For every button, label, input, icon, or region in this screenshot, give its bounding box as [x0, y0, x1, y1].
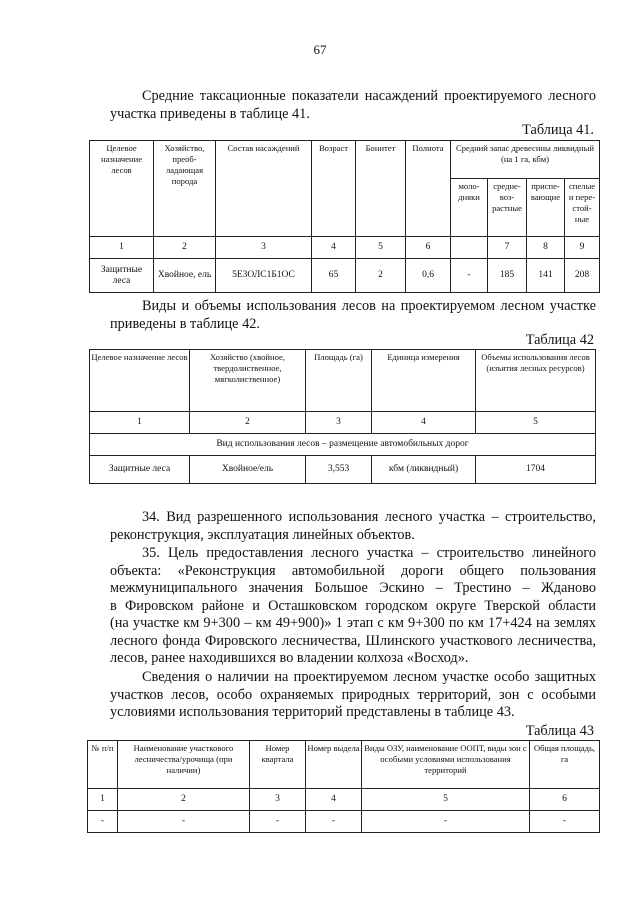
column-number: 5: [356, 237, 406, 259]
header-middle: средне-воз-растные: [488, 179, 527, 237]
header-name: Наименование участкового лесничества/урочища (при наличии): [118, 741, 250, 789]
text-line: межмуниципального значения Большое Эскино – Трестино – Жданово: [110, 580, 596, 596]
column-number: 1: [88, 789, 118, 811]
column-number: [451, 237, 488, 259]
cell-purpose: Защитные леса: [90, 456, 190, 484]
header-volume: Объемы использования лесов (изъятия лесных ресурсов): [476, 350, 596, 412]
column-number: 4: [306, 789, 362, 811]
column-number: 5: [362, 789, 530, 811]
text-line: реконструкция, эксплуатация линейных объектов.: [110, 526, 415, 543]
header-composition: Состав насаждений: [216, 141, 312, 237]
cell-ripening: 141: [527, 259, 565, 293]
column-number: 3: [216, 237, 312, 259]
table-row: [90, 456, 596, 484]
table-42-caption: Таблица 42: [525, 332, 594, 348]
header-types: Виды ОЗУ, наименование ООПТ, виды зон с особыми условиями использования территорий: [362, 741, 530, 789]
intro-table-42: [110, 298, 596, 333]
header-num: № п/п: [88, 741, 118, 789]
column-number: 7: [488, 237, 527, 259]
column-number: 3: [250, 789, 306, 811]
column-number: 9: [565, 237, 600, 259]
paragraph-table-43-intro: [110, 669, 596, 722]
cell-middle: 185: [488, 259, 527, 293]
text-line: (на участке км 9+300 – км 49+900)» 1 этап с км 9+300 по км 17+424 на землях: [110, 615, 596, 631]
header-purpose: Целевое назначение лесов: [90, 141, 154, 237]
text-line: лесного фонда Фировского лесничества, Шлинского участкового лесничества,: [110, 632, 596, 649]
text-line: 34. Вид разрешенного использования лесного участка – строительство,: [142, 509, 596, 525]
intro-table-41: [110, 88, 596, 123]
column-number: 3: [306, 412, 372, 434]
header-ripening: приспе-вающие: [527, 179, 565, 237]
cell-mature: 208: [565, 259, 600, 293]
cell-farm: Хвойное/ель: [190, 456, 306, 484]
column-numbers-row: [88, 789, 600, 811]
column-numbers-row: [90, 412, 596, 434]
header-bonitet: Бонитет: [356, 141, 406, 237]
column-number: 6: [406, 237, 451, 259]
text-line: условиями использования территорий представлены в таблице 43.: [110, 704, 515, 720]
cell-young: -: [451, 259, 488, 293]
header-young: моло-дняки: [451, 179, 488, 237]
header-plot: Номер выдела: [306, 741, 362, 789]
table-row: [90, 259, 600, 293]
cell: -: [362, 811, 530, 833]
page-number: 67: [313, 42, 327, 57]
cell-bonitet: 2: [356, 259, 406, 293]
usage-type-row: Вид использования лесов – размещение автомобильных дорог: [90, 434, 596, 456]
cell-area: 3,553: [306, 456, 372, 484]
table-43: [87, 740, 600, 833]
header-area: Площадь (га): [306, 350, 372, 412]
column-number: 4: [312, 237, 356, 259]
column-number: 1: [90, 237, 154, 259]
paragraph-34: [110, 509, 596, 544]
table-41: [89, 140, 600, 293]
cell-age: 65: [312, 259, 356, 293]
column-number: 1: [90, 412, 190, 434]
header-farm: Хозяйство (хвойное, твердолиственное, мягколиственное): [190, 350, 306, 412]
text-line: Виды и объемы использования лесов на проектируемом лесном участке: [142, 298, 596, 314]
text-line: Сведения о наличии на проектируемом лесном участке особо защитных: [142, 669, 596, 685]
text-line: объекта: «Реконструкция автомобильной дороги общего пользования: [110, 562, 596, 579]
column-number: 2: [190, 412, 306, 434]
text-line: Средние таксационные показатели насаждений проектируемого лесного: [142, 88, 596, 104]
column-number: 2: [154, 237, 216, 259]
header-quarter: Номер квартала: [250, 741, 306, 789]
text-line: в Фировском районе и Осташковском городском округе Тверской области: [110, 597, 596, 614]
cell-unit: кбм (ликвидный): [372, 456, 476, 484]
header-purpose: Целевое назначение лесов: [90, 350, 190, 412]
cell-volume: 1704: [476, 456, 596, 484]
table-41-caption: Таблица 41.: [522, 122, 594, 138]
header-age: Возраст: [312, 141, 356, 237]
cell: -: [118, 811, 250, 833]
paragraph-35: [110, 545, 596, 668]
header-mature: спелые и пере-стой-ные: [565, 179, 600, 237]
header-area: Общая площадь, га: [530, 741, 600, 789]
column-numbers-row: [90, 237, 600, 259]
table-43-caption: Таблица 43: [525, 723, 594, 739]
table-42: [89, 349, 596, 484]
cell: -: [250, 811, 306, 833]
column-number: 5: [476, 412, 596, 434]
text-line: приведены в таблице 42.: [110, 315, 260, 332]
column-number: 2: [118, 789, 250, 811]
cell: -: [88, 811, 118, 833]
cell: -: [530, 811, 600, 833]
header-stock: Средний запас древесины ликвидный (на 1 га, кбм): [451, 141, 600, 179]
header-species: Хозяйство, преоб-ладающая порода: [154, 141, 216, 237]
column-number: 8: [527, 237, 565, 259]
cell-density: 0,6: [406, 259, 451, 293]
cell-species: Хвойное, ель: [154, 259, 216, 293]
header-unit: Единица измерения: [372, 350, 476, 412]
text-line: участков лесов, особо охраняемых природных территорий, зон с особыми: [110, 686, 596, 703]
column-number: 6: [530, 789, 600, 811]
cell-composition: 5Е3ОЛС1Б1ОС: [216, 259, 312, 293]
cell: -: [306, 811, 362, 833]
cell-purpose: Защитные леса: [90, 259, 154, 293]
text-line: участка приведены в таблице 41.: [110, 105, 310, 122]
table-row: [88, 811, 600, 833]
column-number: 4: [372, 412, 476, 434]
text-line: 35. Цель предоставления лесного участка – строительство линейного: [142, 545, 596, 561]
header-density: Полнота: [406, 141, 451, 237]
text-line: лесов, ранее находившихся во владении колхоза «Восход».: [110, 650, 469, 666]
